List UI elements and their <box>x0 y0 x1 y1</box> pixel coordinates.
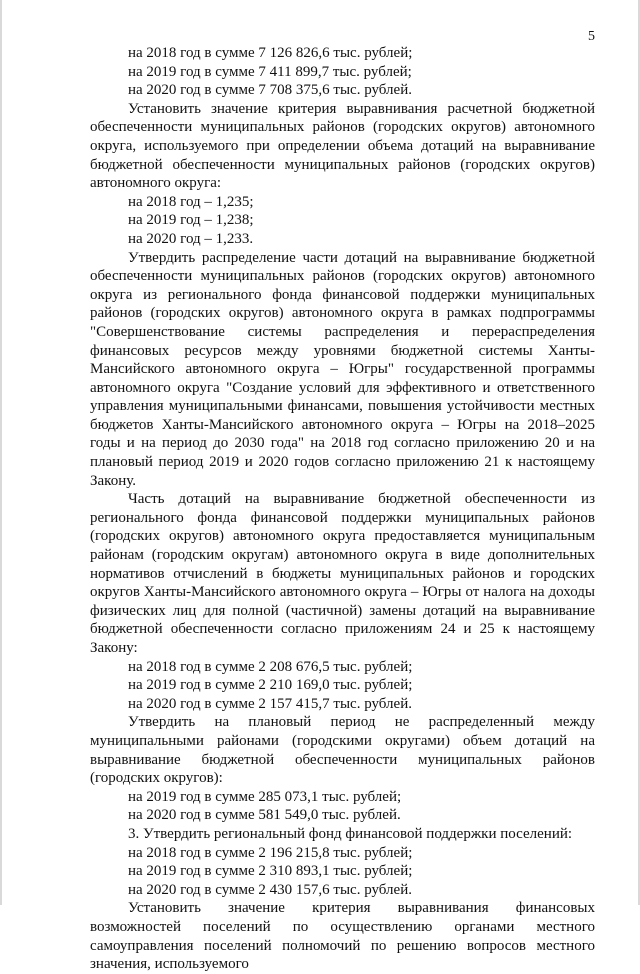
text-line: на 2020 год в сумме 2 157 415,7 тыс. рублей. <box>128 695 412 712</box>
text-line: на 2018 год в сумме 2 208 676,5 тыс. рублей; <box>128 658 413 675</box>
paragraph: Установить значение критерия выравнивания расчетной бюджетной обеспеченности муниципальных районов (городских округов) автономного округа, используемого при определении объема дотаций на выравнивание бюджетной обеспеченности муниципальных районов (городских округов) автономного округа: <box>90 100 595 192</box>
text-line: на 2020 год в сумме 2 430 157,6 тыс. рублей. <box>128 881 412 898</box>
text-line: на 2018 год в сумме 2 196 215,8 тыс. рублей; <box>128 844 413 861</box>
text-line: на 2018 год в сумме 7 126 826,6 тыс. рублей; <box>128 45 413 61</box>
paragraph: Установить значение критерия выравнивания финансовых возможностей поселений по осуществлению органами местного самоуправления поселений полномочий по решению вопросов местного значения, используемого <box>90 900 595 973</box>
text-line: на 2019 год в сумме 7 411 899,7 тыс. рублей; <box>128 63 412 80</box>
paragraph: Утвердить распределение части дотаций на выравнивание бюджетной обеспеченности муниципальных районов (городских округов) автономного округа из регионального фонда финансовой поддержки муниципальных районов (городских округов) автономного округа в рамках подпрограммы "Совершенствование системы распределения и перераспределения финансовых ресурсов между уровнями бюджетной системы Ханты-Мансийского автономного округа – Югры" государственной программы автономного округа "Создание условий для эффективного и ответственного управления муниципальными финансами, повышения устойчивости местных бюджетов Ханты-Мансийского автономного округа – Югры на 2018–2025 годы и на период до 2030 года" на 2018 год согласно приложению 20 и на плановый период 2019 и 2020 годов согласно приложению 21 к настоящему Закону. <box>90 249 595 489</box>
text-line: 3. Утвердить региональный фонд финансовой поддержки поселений: <box>128 825 573 842</box>
text-line: на 2019 год – 1,238; <box>128 212 254 229</box>
text-line: на 2020 год в сумме 7 708 375,6 тыс. рублей. <box>128 82 412 99</box>
text-line: на 2018 год – 1,235; <box>128 193 254 210</box>
text-line: на 2019 год в сумме 285 073,1 тыс. рублей; <box>128 788 402 805</box>
page-number: 5 <box>588 29 595 44</box>
text-line: на 2019 год в сумме 2 210 169,0 тыс. рублей; <box>128 677 413 694</box>
paragraph: Часть дотаций на выравнивание бюджетной обеспеченности из регионального фонда финансовой поддержки муниципальных районов (городских округов) автономного округа предоставляется муниципальным районам (городским округам) автономного округа в виде дополнительных нормативов отчислений в бюджеты муниципальных районов и городских округов Ханты-Мансийского автономного округа – Югры от налога на доходы физических лиц для полной (частичной) замены дотаций на выравнивание бюджетной обеспеченности согласно приложениям 24 и 25 к настоящему Закону: <box>90 491 595 656</box>
text-line: на 2020 год в сумме 581 549,0 тыс. рублей. <box>128 807 401 824</box>
text-line: на 2019 год в сумме 2 310 893,1 тыс. рублей; <box>128 863 413 880</box>
document-body <box>90 44 595 974</box>
paragraph: Утвердить на плановый период не распределенный между муниципальными районами (городскими округами) объем дотаций на выравнивание бюджетной обеспеченности муниципальных районов (городских округов): <box>90 714 595 787</box>
page-edge-left <box>0 0 2 905</box>
text-line: на 2020 год – 1,233. <box>128 230 254 247</box>
